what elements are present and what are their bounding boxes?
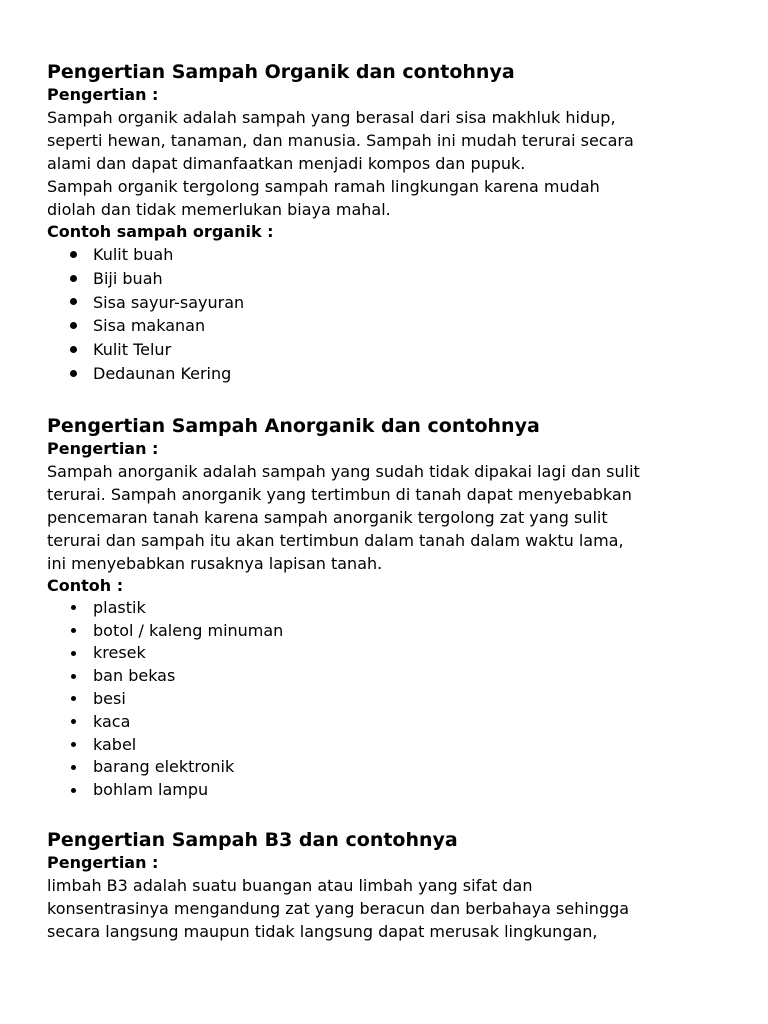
bullet-icon: [71, 605, 76, 610]
bullet-icon: [70, 275, 77, 282]
section-sampah-b3: [47, 828, 737, 943]
document-page: [47, 60, 737, 943]
paragraph-line: seperti hewan, tanaman, dan manusia. Sampah ini mudah terurai secara: [47, 131, 634, 150]
section-sampah-organik: [47, 60, 737, 386]
list-item: [47, 338, 737, 362]
list-item-text: Sisa makanan: [93, 316, 206, 336]
definition-label: Pengertian :: [47, 85, 159, 104]
list-item: [47, 779, 737, 802]
list-item-text: bohlam lampu: [93, 780, 209, 800]
list-item: [47, 597, 737, 620]
list-item: [47, 756, 737, 779]
list-item: [47, 243, 737, 267]
paragraph-line: secara langsung maupun tidak langsung dapat merusak lingkungan,: [47, 921, 598, 941]
list-item-text: Sisa sayur-sayuran: [93, 292, 245, 312]
bullet-icon: [71, 696, 76, 701]
list-item-text: ban bekas: [93, 666, 176, 686]
list-item: [47, 267, 737, 291]
list-item: [47, 688, 737, 711]
bullet-icon: [71, 719, 76, 724]
list-item: [47, 734, 737, 757]
bullet-icon: [71, 628, 76, 633]
list-item-text: Biji buah: [93, 268, 163, 288]
definition-paragraph: [47, 106, 737, 221]
section-title: Pengertian Sampah Anorganik dan contohnya: [47, 414, 540, 437]
paragraph-line: limbah B3 adalah suatu buangan atau limbah yang sifat dan: [47, 875, 533, 895]
bullet-icon: [70, 322, 77, 329]
section-title: Pengertian Sampah Organik dan contohnya: [47, 61, 515, 83]
paragraph-line: alami dan dapat dimanfaatkan menjadi kompos dan pupuk.: [47, 154, 526, 173]
section-title: Pengertian Sampah B3 dan contohnya: [47, 828, 458, 851]
bullet-icon: [70, 251, 77, 258]
examples-list: [47, 597, 737, 802]
bullet-icon: [70, 370, 77, 377]
bullet-icon: [71, 651, 76, 656]
paragraph-line: terurai dan sampah itu akan tertimbun dalam tanah dalam waktu lama,: [47, 530, 624, 550]
definition-paragraph: [47, 460, 737, 575]
bullet-icon: [71, 788, 76, 793]
bullet-icon: [70, 298, 77, 305]
paragraph-line: ini menyebabkan rusaknya lapisan tanah.: [47, 553, 383, 573]
bullet-icon: [71, 765, 76, 770]
paragraph-line: Sampah anorganik adalah sampah yang sudah tidak dipakai lagi dan sulit: [47, 461, 640, 481]
list-item: [47, 362, 737, 386]
list-item-text: besi: [93, 688, 126, 708]
list-item-text: Kulit Telur: [93, 340, 172, 360]
list-item-text: barang elektronik: [93, 757, 235, 777]
definition-label: Pengertian :: [47, 438, 159, 458]
list-item-text: Dedaunan Kering: [93, 363, 232, 383]
paragraph-line: Sampah organik adalah sampah yang berasal dari sisa makhluk hidup,: [47, 108, 616, 127]
definition-paragraph: [47, 874, 737, 943]
definition-label: Pengertian :: [47, 852, 159, 872]
paragraph-line: Sampah organik tergolong sampah ramah lingkungan karena mudah: [47, 177, 600, 196]
paragraph-line: pencemaran tanah karena sampah anorganik tergolong zat yang sulit: [47, 507, 608, 527]
list-item: [47, 711, 737, 734]
list-item-text: kaca: [93, 711, 131, 731]
list-item: [47, 291, 737, 315]
list-item: [47, 642, 737, 665]
paragraph-line: terurai. Sampah anorganik yang tertimbun di tanah dapat menyebabkan: [47, 484, 632, 504]
list-item-text: kresek: [93, 643, 146, 663]
paragraph-line: konsentrasinya mengandung zat yang beracun dan berbahaya sehingga: [47, 898, 630, 918]
bullet-icon: [70, 346, 77, 353]
list-item-text: kabel: [93, 734, 137, 754]
paragraph-line: diolah dan tidak memerlukan biaya mahal.: [47, 200, 391, 219]
bullet-icon: [71, 742, 76, 747]
list-item-text: botol / kaleng minuman: [93, 620, 284, 640]
list-item: [47, 620, 737, 643]
examples-list: [47, 243, 737, 386]
examples-label: Contoh sampah organik :: [47, 222, 274, 241]
list-item-text: plastik: [93, 597, 146, 617]
list-item: [47, 665, 737, 688]
list-item: [47, 314, 737, 338]
list-item-text: Kulit buah: [93, 245, 174, 264]
section-sampah-anorganik: [47, 414, 737, 802]
bullet-icon: [71, 674, 76, 679]
examples-label: Contoh :: [47, 575, 124, 595]
